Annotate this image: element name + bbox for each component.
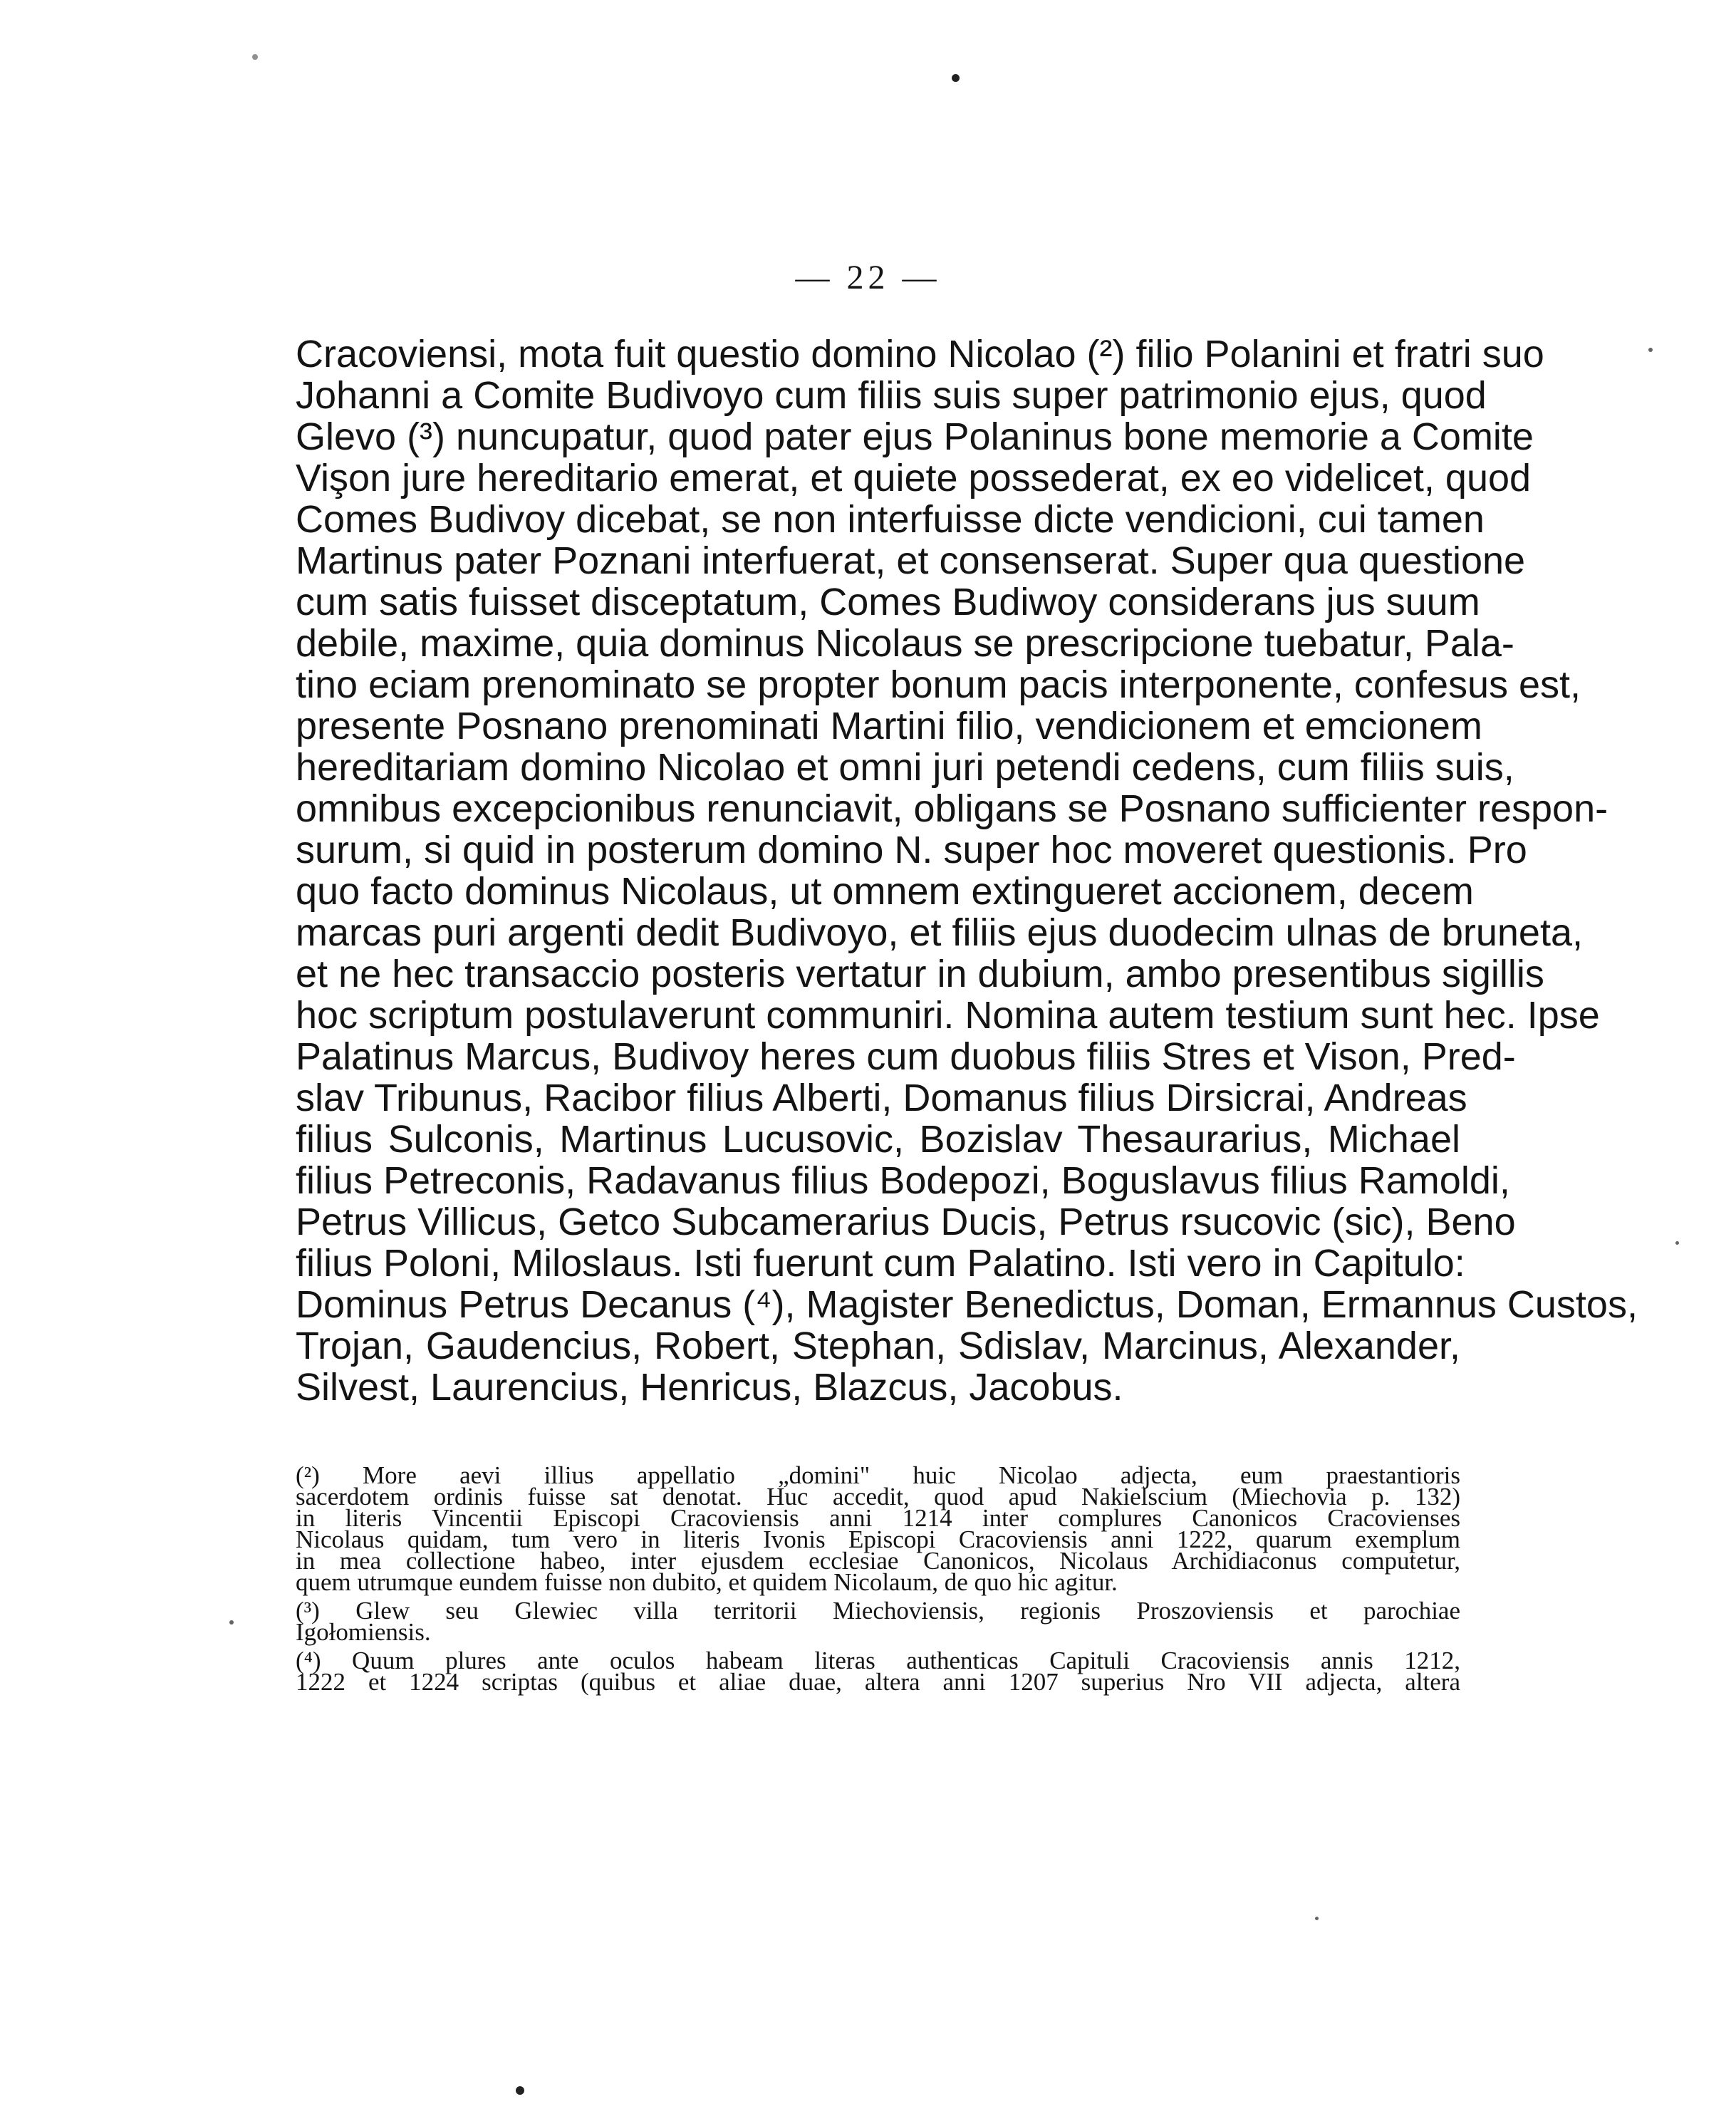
text-line: hoc scriptum postulaverunt communiri. Nomina autem testium sunt hec. Ipse xyxy=(296,994,1600,1037)
text-line: marcas puri argenti dedit Budivoyo, et filiis ejus duodecim ulnas de bruneta, xyxy=(296,911,1583,954)
footnote-line: in mea collectione habeo, inter ejusdem ecclesiae Canonicos, Nicolaus Archidiaconus computetur, xyxy=(296,1547,1460,1575)
text-line: presente Posnano prenominati Martini filio, vendicionem et emcionem xyxy=(296,705,1482,747)
text-line: filius Petreconis, Radavanus filius Bodepozi, Boguslavus filius Ramoldi, xyxy=(296,1159,1510,1202)
text-line: surum, si quid in posterum domino N. super hoc moveret questionis. Pro xyxy=(296,829,1527,871)
scan-speck xyxy=(1675,1241,1679,1245)
text-line: Glevo (³) nuncupatur, quod pater ejus Polaninus bone memorie a Comite xyxy=(296,415,1534,458)
text-line: cum satis fuisset disceptatum, Comes Budiwoy considerans jus suum xyxy=(296,581,1480,623)
text-line: Comes Budivoy dicebat, se non interfuisse dicte vendicioni, cui tamen xyxy=(296,498,1485,541)
text-line: Palatinus Marcus, Budivoy heres cum duobus filiis Stres et Vison, Pred- xyxy=(296,1035,1516,1078)
page-number: — 22 — xyxy=(795,259,941,296)
footnote-line: sacerdotem ordinis fuisse sat denotat. Huc accedit, quod apud Nakielscium (Miechovia p. 132) xyxy=(296,1483,1460,1511)
footnote-line: Nicolaus quidam, tum vero in literis Ivonis Episcopi Cracoviensis anni 1222, quarum exemplum xyxy=(296,1525,1460,1553)
text-line: Johanni a Comite Budivoyo cum filiis suis super patrimonio ejus, quod xyxy=(296,374,1487,417)
scan-speck xyxy=(952,74,960,82)
text-line: debile, maxime, quia dominus Nicolaus se prescripcione tuebatur, Pala- xyxy=(296,622,1514,665)
footnote-line: quem utrumque eundem fuisse non dubito, et quidem Nicolaum, de quo hic agitur. xyxy=(296,1568,1118,1596)
text-line: omnibus excepcionibus renunciavit, obligans se Posnano sufficienter respon- xyxy=(296,787,1608,830)
text-line: quo facto dominus Nicolaus, ut omnem extingueret accionem, decem xyxy=(296,870,1474,913)
text-line: Cracoviensi, mota fuit questio domino Nicolao (²) filio Polanini et fratri suo xyxy=(296,333,1544,375)
footnote-line: 1222 et 1224 scriptas (quibus et aliae duae, altera anni 1207 superius Nro VII adjecta, altera xyxy=(296,1668,1460,1696)
text-line: Martinus pater Poznani interfuerat, et consenserat. Super qua questione xyxy=(296,539,1526,582)
text-line: filius Sulconis, Martinus Lucusovic, Bozislav Thesaurarius, Michael xyxy=(296,1118,1460,1161)
footnote-line: (³) Glew seu Glewiec villa territorii Miechoviensis, regionis Proszoviensis et parochiae xyxy=(296,1597,1460,1625)
scan-speck xyxy=(229,1620,234,1625)
footnote-3 xyxy=(296,1597,1460,1646)
main-text xyxy=(296,333,1638,1409)
text-line: Dominus Petrus Decanus (⁴), Magister Benedictus, Doman, Ermannus Custos, xyxy=(296,1283,1638,1326)
footnote-line: Igołomiensis. xyxy=(296,1618,431,1646)
scan-speck xyxy=(516,2086,524,2095)
footnote-line: (⁴) Quum plures ante oculos habeam literas authenticas Capituli Cracoviensis annis 1212, xyxy=(296,1647,1460,1674)
footnote-2 xyxy=(296,1461,1460,1596)
text-line: Silvest, Laurencius, Henricus, Blazcus, Jacobus. xyxy=(296,1366,1123,1409)
text-line: Petrus Villicus, Getco Subcamerarius Ducis, Petrus rsucovic (sic), Beno xyxy=(296,1201,1516,1243)
footnotes xyxy=(296,1461,1460,1696)
footnote-line: in literis Vincentii Episcopi Cracoviensis anni 1214 inter complures Canonicos Cracovienses xyxy=(296,1504,1460,1532)
text-line: Trojan, Gaudencius, Robert, Stephan, Sdislav, Marcinus, Alexander, xyxy=(296,1325,1460,1367)
text-line: et ne hec transaccio posteris vertatur in dubium, ambo presentibus sigillis xyxy=(296,953,1544,995)
text-line: filius Poloni, Miloslaus. Isti fuerunt cum Palatino. Isti vero in Capitulo: xyxy=(296,1242,1465,1285)
text-line: Vişon jure hereditario emerat, et quiete possederat, ex eo videlicet, quod xyxy=(296,457,1532,499)
scan-speck xyxy=(1315,1917,1319,1920)
text-line: tino eciam prenominato se propter bonum pacis interponente, confesus est, xyxy=(296,663,1581,706)
text-line: hereditariam domino Nicolao et omni juri petendi cedens, cum filiis suis, xyxy=(296,746,1514,789)
footnote-line: (²) More aevi illius appellatio „domini" huic Nicolao adjecta, eum praestantioris xyxy=(296,1461,1460,1489)
scan-speck xyxy=(1648,348,1653,352)
text-line: slav Tribunus, Racibor filius Alberti, Domanus filius Dirsicrai, Andreas xyxy=(296,1077,1467,1119)
footnote-4 xyxy=(296,1647,1460,1696)
scan-speck xyxy=(252,54,258,60)
